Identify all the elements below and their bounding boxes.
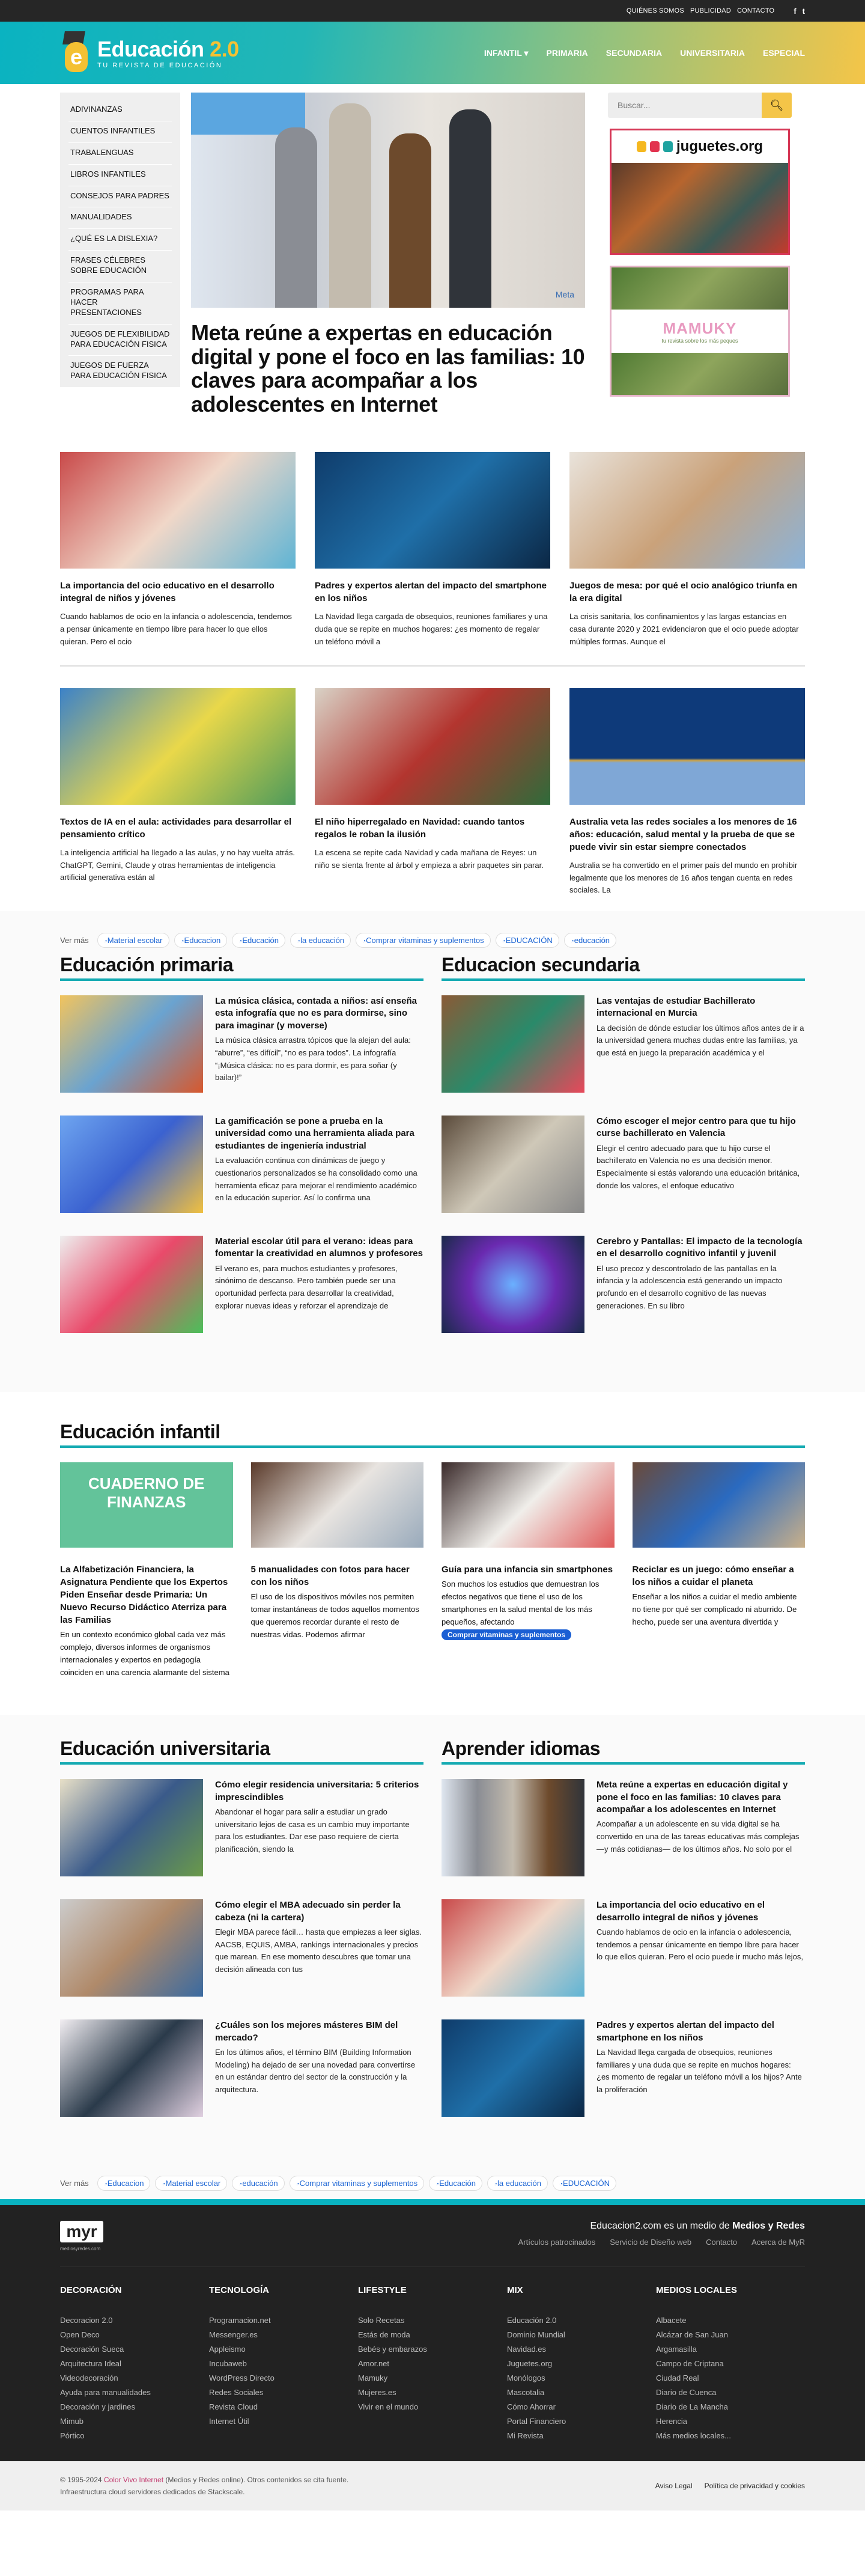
footer-col-link[interactable]: Redes Sociales <box>209 2388 264 2397</box>
article-image <box>633 1462 806 1548</box>
article-title[interactable]: ¿Cuáles son los mejores másteres BIM del mercado? <box>215 2020 398 2043</box>
side-menu-item[interactable]: TRABALENGUAS <box>68 143 172 165</box>
category-sections <box>0 911 865 1392</box>
top-link-quienes-somos[interactable]: QUIÉNES SOMOS <box>626 7 684 14</box>
side-menu-item[interactable]: MANUALIDADES <box>68 207 172 229</box>
footer-col-tecnologia <box>209 2285 358 2443</box>
section-primaria <box>60 954 423 1356</box>
footer-col-lifestyle <box>358 2285 507 2443</box>
list-item[interactable] <box>60 1899 423 1997</box>
footer-col-title: TECNOLOGÍA <box>209 2285 269 2296</box>
main-nav <box>484 48 805 58</box>
side-menu-item[interactable]: CONSEJOS PARA PADRES <box>68 186 172 208</box>
footer-col-link[interactable]: Amor.net <box>358 2359 390 2369</box>
footer-col-link[interactable]: Solo Recetas <box>358 2316 405 2325</box>
article-image <box>569 688 805 805</box>
article-image <box>569 452 805 569</box>
footer-col-link[interactable]: Portal Financiero <box>507 2417 566 2426</box>
footer-col-link[interactable]: Vivir en el mundo <box>358 2402 419 2412</box>
article-excerpt: Acompañar a un adolescente en su vida digital se ha convertido en una de las tareas educativas más complejas —y más cotidianas— de los últimos años. No solo por el <box>596 1819 800 1854</box>
article-excerpt: La Navidad llega cargada de obsequios, reuniones familiares y una duda que se repite en muchos hogares: ¿es momento de regalar un teléfono móvil a <box>315 612 548 646</box>
top-bar <box>0 0 865 22</box>
article-excerpt: Elegir el centro adecuado para que tu hijo curse el bachillerato en Valencia no es una decisión menor. Especialmente si estás valorando una educación británica, donde los valores, el enfoque educativo <box>596 1143 800 1191</box>
hero-image[interactable] <box>191 93 585 308</box>
article-excerpt: Cuando hablamos de ocio en la infancia o adolescencia, tendemos a pensar únicamente en tiempo libre para hacer lo que ellos quieran. Pero el ocio <box>60 612 292 646</box>
facebook-icon[interactable]: f <box>794 6 797 16</box>
footer-col-link[interactable]: Decoracion 2.0 <box>60 2316 113 2325</box>
footer-col-link[interactable]: Incubaweb <box>209 2359 247 2369</box>
article-image <box>60 1899 203 1997</box>
chip[interactable]: ◔ Educación <box>232 933 285 948</box>
ad-juguetes[interactable] <box>610 129 790 255</box>
nav-universitaria[interactable]: UNIVERSITARIA <box>680 47 745 58</box>
footer-col-title: MIX <box>507 2285 523 2296</box>
chip[interactable]: ◔ Educación <box>429 2176 482 2191</box>
footer-col-link[interactable]: Cómo Ahorrar <box>507 2402 556 2412</box>
list-item[interactable] <box>60 1236 423 1333</box>
featured-card[interactable] <box>569 452 805 648</box>
chip[interactable]: ◔ la educación <box>290 933 351 948</box>
aviso-legal-link[interactable]: Aviso Legal <box>655 2482 693 2491</box>
article-image <box>315 452 550 569</box>
article-excerpt: El uso precoz y descontrolado de las pantallas en la infancia y la adolescencia está generando un impacto profundo en el desarrollo cognitivo de las nuevas generaciones. En su libro <box>596 1263 783 1311</box>
list-item[interactable] <box>60 2019 423 2117</box>
footer-col-link[interactable]: Mamuky <box>358 2373 388 2383</box>
chip[interactable]: ◔ la educación <box>487 2176 548 2191</box>
logo-tagline: TU REVISTA DE EDUCACIÓN <box>97 62 223 69</box>
chips-label: Ver más <box>60 936 89 945</box>
article-excerpt: El uso de los dispositivos móviles nos permiten tomar instantáneas de todos aquellos momentos que queremos recordar durante el resto de nuestras vidas. Podemos afirmar <box>250 1592 419 1639</box>
article-title[interactable]: 5 manualidades con fotos para hacer con los niños <box>250 1564 410 1588</box>
footer-col-link[interactable]: Mascotalia <box>507 2388 545 2397</box>
side-menu-item[interactable]: CUENTOS INFANTILES <box>68 121 172 143</box>
footer-col-link[interactable]: Diario de Cuenca <box>656 2388 717 2397</box>
article-image <box>60 1236 203 1333</box>
copyright-bar <box>0 2461 865 2510</box>
side-menu-item[interactable]: PROGRAMAS PARA HACER PRESENTACIONES <box>68 282 172 325</box>
related-chips-bottom <box>60 2164 805 2199</box>
footer-col-mix <box>507 2285 656 2443</box>
footer-col-link[interactable]: Mujeres.es <box>358 2388 396 2397</box>
article-title[interactable]: Cómo elegir el MBA adecuado sin perder la cabeza (ni la cartera) <box>215 1900 401 1923</box>
side-menu-item[interactable]: ADIVINANZAS <box>68 100 172 121</box>
side-menu <box>60 93 180 387</box>
section-infantil <box>60 1392 805 1715</box>
article-excerpt: La música clásica arrastra tópicos que la alejan del aula: “aburre”, “es difícil”, “no es para todos”. La infografía “¡Música clásica: no es para dormir, es para soñar (y bailar)!” <box>215 1035 411 1082</box>
article-title[interactable]: Cómo escoger el mejor centro para que tu hijo curse bachillerato en Valencia <box>596 1116 796 1139</box>
chip[interactable]: ◔ Comprar vitaminas y suplementos <box>356 933 491 948</box>
article-image <box>60 1779 203 1876</box>
article-image <box>442 1236 584 1333</box>
side-menu-item[interactable]: JUEGOS DE FUERZA PARA EDUCACIÓN FISICA <box>70 361 167 380</box>
article-excerpt: En los últimos años, el término BIM (Building Information Modeling) ha dejado de ser una novedad para convertirse en un estándar dentro del sector de la construcción y la arquitectura. <box>215 2047 416 2095</box>
article-title[interactable]: La importancia del ocio educativo en el desarrollo integral de niños y jóvenes <box>60 581 275 604</box>
list-item[interactable] <box>442 995 805 1093</box>
article-image <box>442 1779 584 1876</box>
logo-title: Educación <box>97 37 204 61</box>
footer-col-decoracion <box>60 2285 209 2443</box>
footer-col-medios-locales <box>656 2285 805 2443</box>
top-links <box>627 7 774 14</box>
site-header <box>0 22 865 84</box>
footer-col-link[interactable]: Decoración y jardines <box>60 2402 136 2412</box>
search-input[interactable] <box>608 93 762 118</box>
footer-col-title: MEDIOS LOCALES <box>656 2285 738 2296</box>
article-excerpt: Australia se ha convertido en el primer país del mundo en prohibir legalmente que los menores de 16 años tengan cuenta en redes sociales. La <box>569 860 798 895</box>
footer-col-link[interactable]: Open Deco <box>60 2330 100 2340</box>
footer-col-link[interactable]: Herencia <box>656 2417 688 2426</box>
footer-col-link[interactable]: Albacete <box>656 2316 687 2325</box>
footer-col-link[interactable]: Estás de moda <box>358 2330 410 2340</box>
logo-version: 2.0 <box>210 37 239 61</box>
article-image <box>60 1116 203 1213</box>
article-excerpt: Elegir MBA parece fácil… hasta que empiezas a leer siglas. AACSB, EQUIS, AMBA, rankings internacionales y precios que marean. En ese momento descubres que tomar una decisión alineada con tus <box>215 1927 422 1974</box>
hero-section <box>60 84 805 452</box>
article-image <box>60 688 296 805</box>
nav-infantil[interactable]: INFANTIL ▾ <box>484 47 529 58</box>
footer-col-link[interactable]: Educación 2.0 <box>507 2316 557 2325</box>
footer-link[interactable]: Acerca de MyR <box>751 2238 805 2247</box>
graduation-cap-logo-icon: e <box>60 31 94 75</box>
featured-card[interactable] <box>60 452 296 648</box>
infantil-card[interactable] <box>633 1462 806 1679</box>
ad-mamuky-image-bottom <box>612 353 788 395</box>
footer-col-link[interactable]: Internet Útil <box>209 2417 249 2426</box>
article-title[interactable]: Meta reúne a expertas en educación digital y pone el foco en las familias: 10 claves para acompañar a los adolescentes en Internet <box>596 1780 788 1814</box>
infra-text: Infraestructura cloud servidores dedicados de Stackscale. <box>60 2488 245 2497</box>
section-title[interactable]: Educación primaria <box>60 954 423 981</box>
color-vivo-link[interactable]: Color Vivo Internet <box>103 2476 164 2485</box>
footer-col-link[interactable]: Más medios locales... <box>656 2431 731 2441</box>
chip[interactable]: ◔ educación <box>232 2176 284 2191</box>
article-excerpt: En un contexto económico global cada vez más complejo, diversos informes de organismos internacionales y expertos en pedagogía coinciden en una carencia alarmante del sistema <box>60 1630 229 1677</box>
article-excerpt: Enseñar a los niños a cuidar el medio ambiente no tiene por qué ser complicado ni aburrido. De hecho, puede ser una aventura divertida y <box>632 1592 797 1626</box>
infantil-card[interactable] <box>251 1462 424 1679</box>
article-title[interactable]: Australia veta las redes sociales a los menores de 16 años: educación, salud mental y la prueba de que se puede vivir sin estar siempre conectados <box>569 816 797 852</box>
list-item[interactable] <box>60 995 423 1093</box>
list-item[interactable] <box>442 1899 805 1997</box>
top-link-publicidad[interactable]: PUBLICIDAD <box>690 7 731 14</box>
chip[interactable]: ◔ Educacion <box>97 2176 151 2191</box>
list-item[interactable] <box>442 2019 805 2117</box>
article-excerpt: La crisis sanitaria, los confinamientos y las largas estancias en casa durante 2020 y 2021 evidenciaron que el ocio puede adoptar múltiples formas. Aunque el <box>569 612 799 646</box>
footer-brand[interactable]: Medios y Redes <box>732 2221 805 2232</box>
side-menu-item[interactable]: ¿QUÉ ES LA DISLEXIA? <box>68 229 172 251</box>
ad-mamuky-logo: MAMUKY <box>663 319 737 337</box>
article-excerpt: Abandonar el hogar para salir a estudiar un grado universitario lejos de casa es un cambio muy importante para los estudiantes. Dar ese paso requiere de cierta planificación, siendo la <box>215 1807 410 1854</box>
myr-logo-mark: myr <box>60 2221 103 2242</box>
footer-col-link[interactable]: WordPress Directo <box>209 2373 275 2383</box>
hero-title[interactable]: Meta reúne a expertas en educación digital y pone el foco en las familias: 10 claves para acompañar a los adolescentes en Internet <box>191 320 585 417</box>
ad-mamuky[interactable] <box>610 266 790 397</box>
footer-col-title: LIFESTYLE <box>358 2285 407 2296</box>
search-button[interactable] <box>762 93 792 118</box>
article-title[interactable]: Cómo elegir residencia universitaria: 5 criterios imprescindibles <box>215 1780 419 1802</box>
footer-col-link[interactable]: Programacion.net <box>209 2316 271 2325</box>
nav-especial[interactable]: ESPECIAL <box>762 47 805 58</box>
article-title[interactable]: Padres y expertos alertan del impacto del smartphone en los niños <box>596 2020 774 2043</box>
article-excerpt: La inteligencia artificial ha llegado a las aulas, y no hay vuelta atrás. ChatGPT, Gemini, Claude y otras herramientas de inteligencia artificial generativa están al <box>60 847 295 882</box>
ad-juguetes-logo: juguetes.org <box>676 138 763 154</box>
article-image <box>442 2019 584 2117</box>
footer-col-link[interactable]: Pórtico <box>60 2431 85 2441</box>
footer-col-link[interactable]: Messenger.es <box>209 2330 258 2340</box>
section-title[interactable]: Aprender idiomas <box>442 1738 805 1765</box>
vitaminas-chip[interactable]: Comprar vitaminas y suplementos <box>442 1629 571 1640</box>
footer-col-link[interactable]: Alcázar de San Juan <box>656 2330 728 2340</box>
list-item[interactable] <box>442 1779 805 1876</box>
footer-col-link[interactable]: Mimub <box>60 2417 84 2426</box>
divider <box>60 665 805 667</box>
footer-col-link[interactable]: Argamasilla <box>656 2345 697 2354</box>
list-item[interactable] <box>442 1116 805 1213</box>
footer-col-link[interactable]: Mi Revista <box>507 2431 544 2441</box>
footer-col-link[interactable]: Ciudad Real <box>656 2373 699 2383</box>
article-excerpt: El verano es, para muchos estudiantes y profesores, sinónimo de descanso. Pero también puede ser una oportunidad perfecta para desarrollar la creatividad, explorar nuevas ideas y reforzar el aprendizaje de <box>215 1263 398 1311</box>
site-footer <box>0 2205 865 2461</box>
footer-col-link[interactable]: Dominio Mundial <box>507 2330 565 2340</box>
side-menu-item[interactable]: FRASES CÉLEBRES SOBRE EDUCACIÓN <box>68 251 172 282</box>
chip[interactable]: ◔ Material escolar <box>155 2176 227 2191</box>
chip[interactable]: ◔ Material escolar <box>97 933 169 948</box>
article-title[interactable]: Padres y expertos alertan del impacto del smartphone en los niños <box>315 581 547 604</box>
featured-card[interactable] <box>315 688 550 897</box>
article-title[interactable]: Cerebro y Pantallas: El impacto de la tecnología en el desarrollo cognitivo infantil y juvenil <box>596 1236 803 1259</box>
article-excerpt: La Navidad llega cargada de obsequios, reuniones familiares y una duda que se repite en muchos hogares: ¿es momento de regalar un teléfono móvil a los hijos? Ante la proliferación <box>596 2047 802 2095</box>
chips-label: Ver más <box>60 2179 89 2188</box>
list-item[interactable] <box>60 1779 423 1876</box>
top-link-contacto[interactable]: CONTACTO <box>737 7 775 14</box>
footer-col-link[interactable]: Bebés y embarazos <box>358 2345 427 2354</box>
chip[interactable]: ◔ EDUCACIÓN <box>496 933 559 948</box>
meta-logo: Meta <box>555 290 574 299</box>
article-title[interactable]: Reciclar es un juego: cómo enseñar a los niños a cuidar el planeta <box>632 1564 794 1588</box>
ad-juguetes-image <box>612 163 788 253</box>
footer-link[interactable]: Servicio de Diseño web <box>610 2238 692 2247</box>
footer-columns <box>60 2266 805 2461</box>
footer-link[interactable]: Contacto <box>706 2238 738 2247</box>
list-item[interactable] <box>442 1236 805 1333</box>
article-title[interactable]: Juegos de mesa: por qué el ocio analógico triunfa en la era digital <box>569 581 798 604</box>
search-icon: 🔍︎ <box>769 99 784 111</box>
featured-card[interactable] <box>569 688 805 897</box>
article-title[interactable]: Material escolar útil para el verano: ideas para fomentar la creatividad en alumnos y profesores <box>215 1236 423 1259</box>
list-item[interactable] <box>60 1116 423 1213</box>
footer-col-title: DECORACIÓN <box>60 2285 122 2296</box>
footer-col-link[interactable]: Diario de La Mancha <box>656 2402 728 2412</box>
article-image <box>442 1899 584 1997</box>
article-title[interactable]: El niño hiperregalado en Navidad: cuando tantos regalos le roban la ilusión <box>315 816 525 840</box>
article-image <box>442 1116 584 1213</box>
myr-logo-sub: mediosyredes.com <box>60 2246 101 2252</box>
footer-tagline: Educacion2.com es un medio de <box>590 2221 730 2232</box>
footer-col-link[interactable]: Ayuda para manualidades <box>60 2388 151 2397</box>
section-secundaria <box>442 954 805 1356</box>
chip[interactable]: ◔ Comprar vitaminas y suplementos <box>290 2176 425 2191</box>
article-title[interactable]: La importancia del ocio educativo en el desarrollo integral de niños y jóvenes <box>596 1900 765 1923</box>
myr-logo[interactable] <box>60 2221 103 2253</box>
infantil-card[interactable] <box>60 1462 233 1679</box>
search-form <box>608 93 792 118</box>
footer-col-link[interactable]: Arquitectura Ideal <box>60 2359 121 2369</box>
footer-accent-bar <box>0 2199 865 2205</box>
nav-primaria[interactable]: PRIMARIA <box>546 47 588 58</box>
section-title[interactable]: Educación infantil <box>60 1421 805 1448</box>
article-image <box>442 1462 615 1548</box>
section-idiomas <box>442 1727 805 2140</box>
featured-card[interactable] <box>60 688 296 897</box>
bottom-sections <box>0 1715 865 2199</box>
article-title[interactable]: La Alfabetización Financiera, la Asignatura Pendiente que los Expertos Piden Enseñar desde Primaria: Un Nuevo Recurso Didáctico Aterriza para las Familias <box>60 1564 228 1626</box>
footer-col-link[interactable]: Navidad.es <box>507 2345 547 2354</box>
footer-col-link[interactable]: Monólogos <box>507 2373 545 2383</box>
article-image <box>60 995 203 1093</box>
chip[interactable]: ◔ Educacion <box>174 933 228 948</box>
chip[interactable]: ◔ EDUCACIÓN <box>553 2176 616 2191</box>
article-image: CUADERNO DE FINANZAS <box>60 1462 233 1548</box>
footer-col-link[interactable]: Videodecoración <box>60 2373 118 2383</box>
footer-col-link[interactable]: Campo de Criptana <box>656 2359 724 2369</box>
privacy-link[interactable]: Política de privacidad y cookies <box>704 2482 805 2491</box>
ad-mamuky-image <box>612 267 788 310</box>
article-title[interactable]: La gamificación se pone a prueba en la universidad como una herramienta aliada para estudiantes de ingeniería industrial <box>215 1116 414 1151</box>
article-title[interactable]: Textos de IA en el aula: actividades para desarrollar el pensamiento crítico <box>60 816 292 840</box>
article-excerpt: La escena se repite cada Navidad y cada mañana de Reyes: un niño se sienta frente al árbol y empieza a abrir paquetes sin parar. <box>315 847 544 870</box>
footer-col-link[interactable]: Decoración Sueca <box>60 2345 124 2354</box>
infantil-card[interactable] <box>442 1462 615 1679</box>
article-image <box>315 688 550 805</box>
copyright-text: © 1995-2024 <box>60 2476 102 2485</box>
article-title[interactable]: Las ventajas de estudiar Bachillerato internacional en Murcia <box>596 996 756 1019</box>
ad-mamuky-tagline: tu revista sobre los más peques <box>661 337 738 344</box>
side-menu-item[interactable]: LIBROS INFANTILES <box>68 165 172 186</box>
footer-col-link[interactable]: Juguetes.org <box>507 2359 553 2369</box>
footer-link[interactable]: Artículos patrocinados <box>518 2238 596 2247</box>
copyright-post: (Medios y Redes online). Otros contenidos se cita fuente. <box>165 2476 349 2485</box>
article-excerpt: Son muchos los estudios que demuestran los efectos negativos que tiene el uso de los smartphones en la salud mental de los más pequeños, afectando <box>442 1579 599 1626</box>
article-image <box>442 995 584 1093</box>
footer-col-link[interactable]: Revista Cloud <box>209 2402 258 2412</box>
article-excerpt: La evaluación continua con dinámicas de juego y cuestionarios personalizados se ha consolidado como una herramienta eficaz para mejorar el rendimiento académico en la educación superior. Así lo confirma una <box>215 1155 417 1203</box>
chip[interactable]: ◔ educación <box>564 933 616 948</box>
nav-secundaria[interactable]: SECUNDARIA <box>606 47 663 58</box>
section-title[interactable]: Educacion secundaria <box>442 954 805 981</box>
site-logo[interactable] <box>60 31 239 75</box>
article-excerpt: La decisión de dónde estudiar los últimos años antes de ir a la universidad genera muchas dudas entre las familias, ya que está en juego la preparación académica y el <box>596 1023 804 1058</box>
article-title[interactable]: Guía para una infancia sin smartphones <box>442 1564 613 1575</box>
related-chips-top <box>60 933 805 948</box>
article-image <box>60 2019 203 2117</box>
article-excerpt: Cuando hablamos de ocio en la infancia o adolescencia, tendemos a pensar únicamente en tiempo libre para hacer lo que ellos quieran. Pero el ocio puede ir mucho más lejos, <box>596 1927 803 1962</box>
featured-card[interactable] <box>315 452 550 648</box>
section-universitaria <box>60 1727 423 2140</box>
featured-grid <box>60 452 805 911</box>
article-title[interactable]: La música clásica, contada a niños: así enseña esta infografía que no es para dormirse, sino para imaginar (y moverse) <box>215 996 417 1031</box>
article-image <box>60 452 296 569</box>
section-title[interactable]: Educación universitaria <box>60 1738 423 1765</box>
article-image <box>251 1462 424 1548</box>
side-menu-item[interactable]: JUEGOS DE FLEXIBILIDAD PARA EDUCACIÓN FISICA <box>68 325 172 356</box>
footer-col-link[interactable]: Appleismo <box>209 2345 246 2354</box>
twitter-icon[interactable]: t <box>802 6 805 16</box>
